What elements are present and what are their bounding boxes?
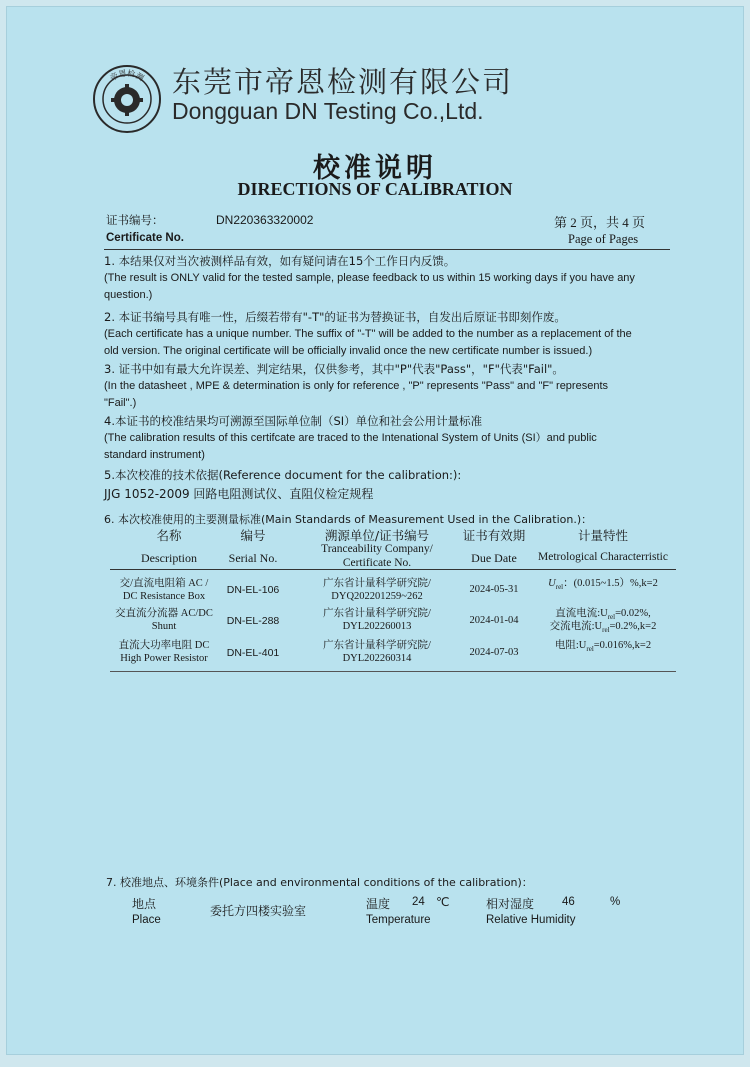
humidity-value: 46 xyxy=(562,896,575,908)
note-3-cn: 3. 证书中如有最大允许误差、判定结果，仅供参考，其中"P"代表"Pass"，"F"代表"Fail"。 xyxy=(104,362,564,376)
col-desc-en: Description xyxy=(141,551,197,565)
col-trace-cn: 溯源单位/证书编号 xyxy=(324,528,430,543)
row2-char-sub: rel xyxy=(607,613,616,622)
row3-char-sub: rel xyxy=(586,645,594,654)
col-char-cn: 计量特性 xyxy=(577,528,628,543)
company-name-en: Dongguan DN Testing Co.,Ltd. xyxy=(172,98,484,124)
row1-trace-cert: DYQ202201259~262 xyxy=(331,591,423,602)
note-3-en-cont: "Fail".) xyxy=(104,397,137,409)
row2-desc-en: Shunt xyxy=(151,621,177,632)
row2-due-date: 2024-01-04 xyxy=(469,615,519,626)
note-3-en: (In the datasheet , MPE & determination is only for reference , "P" represents "Pass" and "F" represents xyxy=(104,380,609,392)
humidity-label-en: Relative Humidity xyxy=(486,914,576,926)
row1-due-date: 2024-05-31 xyxy=(469,584,519,595)
col-char-en: Metrological Characterristic xyxy=(538,551,668,563)
col-trace-en-cont: Certificate No. xyxy=(342,557,412,569)
row2-char2-symbol: 交流电流:U xyxy=(549,621,603,632)
note-2-en-cont: old version. The original certificate will be officially invalid once the new certificate number is issued.) xyxy=(104,345,593,357)
col-serial-en: Serial No. xyxy=(228,551,278,565)
note-2 xyxy=(104,309,672,360)
place-label-cn: 地点 xyxy=(132,897,157,911)
row3-trace-company: 广东省计量科学研究院/ xyxy=(323,640,431,651)
note-1-cn: 1. 本结果仅对当次被测样品有效，如有疑问请在15个工作日内反馈。 xyxy=(104,254,456,268)
col-due-cn: 证书有效期 xyxy=(462,528,526,543)
temperature-label-cn: 温度 xyxy=(366,897,391,911)
row1-serial: DN-EL-106 xyxy=(226,584,280,596)
note-1-en-cont: question.) xyxy=(104,289,153,301)
row2-trace-company: 广东省计量科学研究院/ xyxy=(323,608,431,619)
row3-characteristic xyxy=(530,640,676,655)
row2-char-value: =0.02%, xyxy=(615,608,651,619)
col-desc-cn: 名称 xyxy=(156,528,182,543)
note-2-en: (Each certificate has a unique number. The suffix of "-T" will be added to the number as a replacement of the xyxy=(104,328,632,340)
document-title-cn: 校准说明 xyxy=(313,153,437,184)
row2-desc-cn: 交直流分流器 AC/DC xyxy=(115,608,213,619)
row1-characteristic xyxy=(530,578,676,593)
row1-trace-company: 广东省计量科学研究院/ xyxy=(323,578,431,589)
col-due-en: Due Date xyxy=(471,551,517,565)
reference-heading: 5.本次校准的技术依据(Reference document for the calibration:): xyxy=(104,468,462,482)
row2-serial: DN-EL-288 xyxy=(226,615,280,627)
row2-trace-cert: DYL202260013 xyxy=(342,621,412,632)
row2-char2-sub: rel xyxy=(602,626,610,635)
row1-char-symbol: U xyxy=(548,578,556,589)
row3-desc-cn: 直流大功率电阻 DC xyxy=(118,640,210,651)
note-4 xyxy=(104,413,672,464)
temperature-value: 24 xyxy=(412,896,425,908)
logo-text: 帝恩检测 xyxy=(108,68,146,83)
row3-desc-en: High Power Resistor xyxy=(120,653,208,664)
note-4-cn: 4.本证书的校准结果均可溯源至国际单位制（SI）单位和社会公用计量标准 xyxy=(104,414,483,428)
page-number-en: Page of Pages xyxy=(568,232,639,246)
company-name-cn: 东莞市帝恩检测有限公司 xyxy=(172,65,514,99)
header-divider xyxy=(104,249,670,250)
page-number-cn: 第 2 页，共 4 页 xyxy=(554,215,646,230)
note-3 xyxy=(104,361,672,412)
row3-due-date: 2024-07-03 xyxy=(469,647,519,658)
note-4-en-cont: standard instrument) xyxy=(104,449,205,461)
company-logo-icon xyxy=(92,64,162,134)
certificate-label-en: Certificate No. xyxy=(106,232,184,244)
row3-char-symbol: 电阻:U xyxy=(554,640,587,651)
document-title-en: DIRECTIONS OF CALIBRATION xyxy=(237,179,513,199)
row1-char-sub: rel xyxy=(555,583,564,592)
place-value: 委托方四楼实验室 xyxy=(210,904,307,918)
note-2-cn: 2. 本证书编号具有唯一性，后缀若带有"-T"的证书为替换证书，自发出后原证书即刻作废。 xyxy=(104,310,566,324)
col-trace-en: Tranceability Company/ xyxy=(321,543,433,555)
row3-trace-cert: DYL202260314 xyxy=(342,653,412,664)
note-4-en: (The calibration results of this certifcate are traced to the Intenational System of Units (SI）and public xyxy=(104,432,597,444)
certificate-number: DN220363320002 xyxy=(216,213,314,227)
humidity-label-cn: 相对湿度 xyxy=(486,897,535,911)
row2-char-symbol: 直流电流:U xyxy=(555,608,608,619)
row2-char2-value: =0.2%,k=2 xyxy=(609,621,657,632)
temperature-label-en: Temperature xyxy=(366,914,431,926)
row1-char-value: ：(0.015~1.5）%,k=2 xyxy=(563,578,658,589)
col-serial-cn: 编号 xyxy=(240,528,266,543)
row2-characteristic-ac xyxy=(530,621,676,636)
row1-desc-en: DC Resistance Box xyxy=(122,591,206,602)
table-header-divider xyxy=(110,569,676,570)
note-1 xyxy=(104,253,672,304)
row1-desc-cn: 交/直流电阻箱 AC / xyxy=(119,578,209,589)
certificate-page xyxy=(6,6,744,1055)
reference-document: JJG 1052-2009 回路电阻测试仪、直阻仪检定规程 xyxy=(104,487,374,501)
standards-heading: 6. 本次校准使用的主要测量标准(Main Standards of Measurement Used in the Calibration.)： xyxy=(104,513,593,526)
place-label-en: Place xyxy=(132,914,161,926)
reference-section xyxy=(104,467,672,503)
certificate-label-cn: 证书编号： xyxy=(106,213,164,227)
humidity-unit: % xyxy=(610,896,621,908)
table-bottom-divider xyxy=(110,671,676,672)
row3-char-value: =0.016%,k=2 xyxy=(593,640,652,651)
note-1-en: (The result is ONLY valid for the tested sample, please feedback to us within 15 working days if you have any xyxy=(104,272,635,284)
environment-heading: 7. 校准地点、环境条件(Place and environmental conditions of the calibration)： xyxy=(106,876,533,889)
row3-serial: DN-EL-401 xyxy=(226,647,280,659)
temperature-unit: ℃ xyxy=(436,895,450,909)
